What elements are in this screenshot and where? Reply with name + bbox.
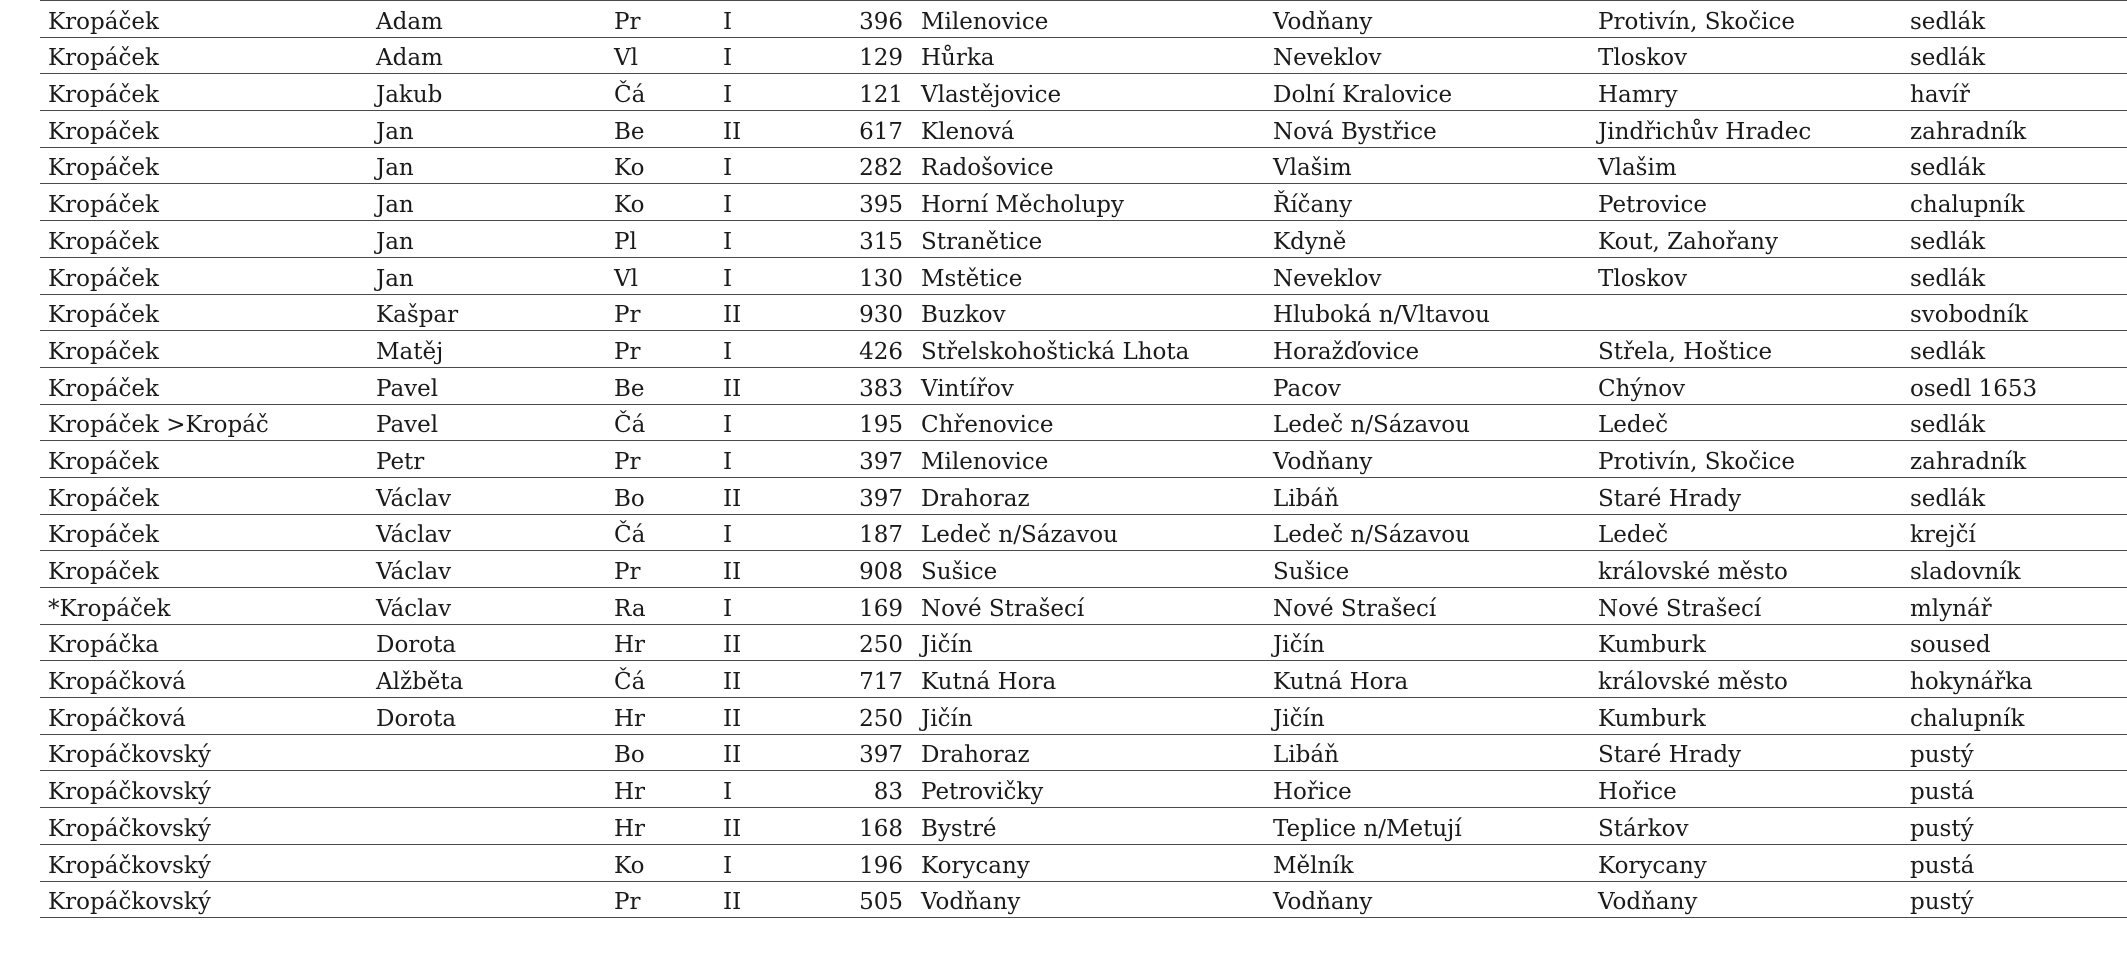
folio-cell: 397 bbox=[803, 441, 913, 478]
estate-cell: královské město bbox=[1590, 661, 1902, 698]
region-code-cell: Ko bbox=[606, 147, 713, 184]
status-cell: sedlák bbox=[1902, 221, 2127, 258]
place-cell: Radošovice bbox=[913, 147, 1265, 184]
volume-cell: II bbox=[713, 624, 803, 661]
parish-cell: Teplice n/Metují bbox=[1265, 808, 1590, 845]
table-row bbox=[40, 221, 2127, 258]
given-name-cell: Jakub bbox=[368, 74, 606, 111]
folio-cell: 426 bbox=[803, 331, 913, 368]
place-cell: Mstětice bbox=[913, 257, 1265, 294]
volume-cell: II bbox=[713, 551, 803, 588]
surname-cell: Kropáčkovský bbox=[40, 808, 368, 845]
region-code-cell: Hr bbox=[606, 624, 713, 661]
parish-cell: Pacov bbox=[1265, 367, 1590, 404]
folio-cell: 930 bbox=[803, 294, 913, 331]
given-name-cell: Adam bbox=[368, 1, 606, 38]
status-cell: chalupník bbox=[1902, 698, 2127, 735]
surname-cell: Kropáčkovský bbox=[40, 771, 368, 808]
surname-cell: Kropáček bbox=[40, 367, 368, 404]
volume-cell: I bbox=[713, 404, 803, 441]
region-code-cell: Bo bbox=[606, 477, 713, 514]
table-row bbox=[40, 514, 2127, 551]
table-row bbox=[40, 294, 2127, 331]
region-code-cell: Pl bbox=[606, 221, 713, 258]
volume-cell: I bbox=[713, 221, 803, 258]
place-cell: Horní Měcholupy bbox=[913, 184, 1265, 221]
estate-cell: Staré Hrady bbox=[1590, 477, 1902, 514]
region-code-cell: Ko bbox=[606, 184, 713, 221]
status-cell: sedlák bbox=[1902, 331, 2127, 368]
estate-cell: Chýnov bbox=[1590, 367, 1902, 404]
surname-cell: Kropáček bbox=[40, 551, 368, 588]
estate-cell: Hořice bbox=[1590, 771, 1902, 808]
table-row bbox=[40, 844, 2127, 881]
register-table bbox=[40, 0, 2127, 918]
table-row bbox=[40, 477, 2127, 514]
surname-cell: Kropáček bbox=[40, 441, 368, 478]
table-row bbox=[40, 111, 2127, 148]
parish-cell: Ledeč n/Sázavou bbox=[1265, 404, 1590, 441]
given-name-cell: Kašpar bbox=[368, 294, 606, 331]
surname-cell: Kropáček bbox=[40, 74, 368, 111]
status-cell: zahradník bbox=[1902, 111, 2127, 148]
folio-cell: 250 bbox=[803, 624, 913, 661]
place-cell: Buzkov bbox=[913, 294, 1265, 331]
volume-cell: II bbox=[713, 661, 803, 698]
folio-cell: 397 bbox=[803, 734, 913, 771]
surname-cell: Kropáček bbox=[40, 1, 368, 38]
place-cell: Ledeč n/Sázavou bbox=[913, 514, 1265, 551]
region-code-cell: Hr bbox=[606, 771, 713, 808]
surname-cell: Kropáček bbox=[40, 37, 368, 74]
given-name-cell: Jan bbox=[368, 221, 606, 258]
table-row bbox=[40, 771, 2127, 808]
given-name-cell: Alžběta bbox=[368, 661, 606, 698]
status-cell: pustý bbox=[1902, 808, 2127, 845]
given-name-cell: Václav bbox=[368, 551, 606, 588]
table-row bbox=[40, 257, 2127, 294]
place-cell: Hůrka bbox=[913, 37, 1265, 74]
folio-cell: 196 bbox=[803, 844, 913, 881]
folio-cell: 195 bbox=[803, 404, 913, 441]
region-code-cell: Pr bbox=[606, 441, 713, 478]
volume-cell: II bbox=[713, 881, 803, 918]
parish-cell: Nové Strašecí bbox=[1265, 588, 1590, 625]
volume-cell: II bbox=[713, 808, 803, 845]
place-cell: Sušice bbox=[913, 551, 1265, 588]
folio-cell: 315 bbox=[803, 221, 913, 258]
table-row bbox=[40, 147, 2127, 184]
estate-cell: Nové Strašecí bbox=[1590, 588, 1902, 625]
parish-cell: Vodňany bbox=[1265, 1, 1590, 38]
folio-cell: 83 bbox=[803, 771, 913, 808]
region-code-cell: Čá bbox=[606, 74, 713, 111]
status-cell: zahradník bbox=[1902, 441, 2127, 478]
surname-cell: Kropáčkovský bbox=[40, 881, 368, 918]
estate-cell: Kumburk bbox=[1590, 698, 1902, 735]
given-name-cell: Jan bbox=[368, 111, 606, 148]
surname-cell: Kropáček >Kropáč bbox=[40, 404, 368, 441]
volume-cell: II bbox=[713, 734, 803, 771]
given-name-cell: Václav bbox=[368, 477, 606, 514]
surname-cell: Kropáček bbox=[40, 294, 368, 331]
folio-cell: 282 bbox=[803, 147, 913, 184]
place-cell: Petrovičky bbox=[913, 771, 1265, 808]
status-cell: sedlák bbox=[1902, 37, 2127, 74]
status-cell: krejčí bbox=[1902, 514, 2127, 551]
volume-cell: I bbox=[713, 331, 803, 368]
parish-cell: Hluboká n/Vltavou bbox=[1265, 294, 1590, 331]
estate-cell: Petrovice bbox=[1590, 184, 1902, 221]
table-row bbox=[40, 331, 2127, 368]
parish-cell: Libáň bbox=[1265, 734, 1590, 771]
parish-cell: Neveklov bbox=[1265, 257, 1590, 294]
volume-cell: I bbox=[713, 74, 803, 111]
table-row bbox=[40, 698, 2127, 735]
parish-cell: Vodňany bbox=[1265, 881, 1590, 918]
region-code-cell: Pr bbox=[606, 881, 713, 918]
parish-cell: Dolní Kralovice bbox=[1265, 74, 1590, 111]
parish-cell: Říčany bbox=[1265, 184, 1590, 221]
folio-cell: 130 bbox=[803, 257, 913, 294]
estate-cell: Střela, Hoštice bbox=[1590, 331, 1902, 368]
folio-cell: 383 bbox=[803, 367, 913, 404]
place-cell: Klenová bbox=[913, 111, 1265, 148]
register-rows bbox=[40, 1, 2127, 918]
table-row bbox=[40, 734, 2127, 771]
surname-cell: Kropáček bbox=[40, 147, 368, 184]
folio-cell: 169 bbox=[803, 588, 913, 625]
status-cell: sladovník bbox=[1902, 551, 2127, 588]
parish-cell: Neveklov bbox=[1265, 37, 1590, 74]
region-code-cell: Čá bbox=[606, 514, 713, 551]
folio-cell: 250 bbox=[803, 698, 913, 735]
surname-cell: Kropáčka bbox=[40, 624, 368, 661]
volume-cell: I bbox=[713, 844, 803, 881]
place-cell: Střelskohoštická Lhota bbox=[913, 331, 1265, 368]
folio-cell: 396 bbox=[803, 1, 913, 38]
estate-cell: královské město bbox=[1590, 551, 1902, 588]
folio-cell: 397 bbox=[803, 477, 913, 514]
region-code-cell: Hr bbox=[606, 698, 713, 735]
given-name-cell: Adam bbox=[368, 37, 606, 74]
region-code-cell: Pr bbox=[606, 294, 713, 331]
surname-cell: Kropáček bbox=[40, 477, 368, 514]
table-row bbox=[40, 808, 2127, 845]
parish-cell: Libáň bbox=[1265, 477, 1590, 514]
status-cell: pustý bbox=[1902, 881, 2127, 918]
place-cell: Nové Strašecí bbox=[913, 588, 1265, 625]
volume-cell: I bbox=[713, 37, 803, 74]
region-code-cell: Hr bbox=[606, 808, 713, 845]
region-code-cell: Pr bbox=[606, 551, 713, 588]
status-cell: svobodník bbox=[1902, 294, 2127, 331]
estate-cell: Jindřichův Hradec bbox=[1590, 111, 1902, 148]
parish-cell: Horažďovice bbox=[1265, 331, 1590, 368]
status-cell: soused bbox=[1902, 624, 2127, 661]
folio-cell: 908 bbox=[803, 551, 913, 588]
region-code-cell: Ra bbox=[606, 588, 713, 625]
estate-cell: Tloskov bbox=[1590, 37, 1902, 74]
place-cell: Vodňany bbox=[913, 881, 1265, 918]
estate-cell: Protivín, Skočice bbox=[1590, 441, 1902, 478]
place-cell: Korycany bbox=[913, 844, 1265, 881]
status-cell: mlynář bbox=[1902, 588, 2127, 625]
table-row bbox=[40, 881, 2127, 918]
table-row bbox=[40, 624, 2127, 661]
given-name-cell: Jan bbox=[368, 184, 606, 221]
surname-cell: Kropáčková bbox=[40, 661, 368, 698]
folio-cell: 717 bbox=[803, 661, 913, 698]
estate-cell: Stárkov bbox=[1590, 808, 1902, 845]
region-code-cell: Bo bbox=[606, 734, 713, 771]
given-name-cell: Dorota bbox=[368, 698, 606, 735]
table-row bbox=[40, 588, 2127, 625]
table-row bbox=[40, 441, 2127, 478]
estate-cell: Staré Hrady bbox=[1590, 734, 1902, 771]
region-code-cell: Be bbox=[606, 367, 713, 404]
parish-cell: Vlašim bbox=[1265, 147, 1590, 184]
surname-cell: Kropáček bbox=[40, 257, 368, 294]
place-cell: Vintířov bbox=[913, 367, 1265, 404]
estate-cell: Hamry bbox=[1590, 74, 1902, 111]
estate-cell bbox=[1590, 294, 1902, 331]
folio-cell: 187 bbox=[803, 514, 913, 551]
estate-cell: Kout, Zahořany bbox=[1590, 221, 1902, 258]
parish-cell: Vodňany bbox=[1265, 441, 1590, 478]
given-name-cell bbox=[368, 771, 606, 808]
status-cell: sedlák bbox=[1902, 147, 2127, 184]
region-code-cell: Ko bbox=[606, 844, 713, 881]
volume-cell: I bbox=[713, 514, 803, 551]
table-row bbox=[40, 74, 2127, 111]
given-name-cell: Václav bbox=[368, 514, 606, 551]
estate-cell: Ledeč bbox=[1590, 514, 1902, 551]
given-name-cell bbox=[368, 881, 606, 918]
status-cell: osedl 1653 bbox=[1902, 367, 2127, 404]
status-cell: sedlák bbox=[1902, 477, 2127, 514]
region-code-cell: Čá bbox=[606, 661, 713, 698]
surname-cell: Kropáček bbox=[40, 184, 368, 221]
given-name-cell: Petr bbox=[368, 441, 606, 478]
parish-cell: Sušice bbox=[1265, 551, 1590, 588]
status-cell: havíř bbox=[1902, 74, 2127, 111]
given-name-cell: Matěj bbox=[368, 331, 606, 368]
region-code-cell: Pr bbox=[606, 1, 713, 38]
place-cell: Bystré bbox=[913, 808, 1265, 845]
place-cell: Kutná Hora bbox=[913, 661, 1265, 698]
status-cell: pustá bbox=[1902, 844, 2127, 881]
estate-cell: Korycany bbox=[1590, 844, 1902, 881]
table-row bbox=[40, 1, 2127, 38]
estate-cell: Vlašim bbox=[1590, 147, 1902, 184]
estate-cell: Tloskov bbox=[1590, 257, 1902, 294]
surname-cell: Kropáček bbox=[40, 221, 368, 258]
region-code-cell: Čá bbox=[606, 404, 713, 441]
volume-cell: I bbox=[713, 441, 803, 478]
place-cell: Milenovice bbox=[913, 441, 1265, 478]
status-cell: sedlák bbox=[1902, 1, 2127, 38]
estate-cell: Protivín, Skočice bbox=[1590, 1, 1902, 38]
volume-cell: II bbox=[713, 111, 803, 148]
parish-cell: Jičín bbox=[1265, 698, 1590, 735]
given-name-cell bbox=[368, 844, 606, 881]
place-cell: Milenovice bbox=[913, 1, 1265, 38]
parish-cell: Hořice bbox=[1265, 771, 1590, 808]
given-name-cell bbox=[368, 808, 606, 845]
volume-cell: I bbox=[713, 257, 803, 294]
place-cell: Jičín bbox=[913, 624, 1265, 661]
parish-cell: Ledeč n/Sázavou bbox=[1265, 514, 1590, 551]
volume-cell: I bbox=[713, 184, 803, 221]
register-page bbox=[40, 0, 2127, 918]
surname-cell: *Kropáček bbox=[40, 588, 368, 625]
surname-cell: Kropáček bbox=[40, 331, 368, 368]
parish-cell: Kutná Hora bbox=[1265, 661, 1590, 698]
volume-cell: I bbox=[713, 588, 803, 625]
surname-cell: Kropáček bbox=[40, 111, 368, 148]
given-name-cell: Pavel bbox=[368, 367, 606, 404]
volume-cell: I bbox=[713, 771, 803, 808]
status-cell: pustá bbox=[1902, 771, 2127, 808]
place-cell: Stranětice bbox=[913, 221, 1265, 258]
volume-cell: I bbox=[713, 147, 803, 184]
region-code-cell: Pr bbox=[606, 331, 713, 368]
table-row bbox=[40, 367, 2127, 404]
folio-cell: 168 bbox=[803, 808, 913, 845]
parish-cell: Nová Bystřice bbox=[1265, 111, 1590, 148]
table-row bbox=[40, 661, 2127, 698]
parish-cell: Jičín bbox=[1265, 624, 1590, 661]
folio-cell: 129 bbox=[803, 37, 913, 74]
status-cell: chalupník bbox=[1902, 184, 2127, 221]
given-name-cell: Jan bbox=[368, 257, 606, 294]
estate-cell: Vodňany bbox=[1590, 881, 1902, 918]
surname-cell: Kropáčkovský bbox=[40, 844, 368, 881]
folio-cell: 505 bbox=[803, 881, 913, 918]
table-row bbox=[40, 404, 2127, 441]
status-cell: sedlák bbox=[1902, 257, 2127, 294]
status-cell: hokynářka bbox=[1902, 661, 2127, 698]
estate-cell: Kumburk bbox=[1590, 624, 1902, 661]
place-cell: Drahoraz bbox=[913, 477, 1265, 514]
place-cell: Jičín bbox=[913, 698, 1265, 735]
status-cell: sedlák bbox=[1902, 404, 2127, 441]
folio-cell: 617 bbox=[803, 111, 913, 148]
status-cell: pustý bbox=[1902, 734, 2127, 771]
volume-cell: II bbox=[713, 477, 803, 514]
given-name-cell bbox=[368, 734, 606, 771]
volume-cell: I bbox=[713, 1, 803, 38]
place-cell: Vlastějovice bbox=[913, 74, 1265, 111]
volume-cell: II bbox=[713, 294, 803, 331]
table-row bbox=[40, 37, 2127, 74]
region-code-cell: Be bbox=[606, 111, 713, 148]
volume-cell: II bbox=[713, 367, 803, 404]
surname-cell: Kropáčková bbox=[40, 698, 368, 735]
surname-cell: Kropáček bbox=[40, 514, 368, 551]
estate-cell: Ledeč bbox=[1590, 404, 1902, 441]
place-cell: Chřenovice bbox=[913, 404, 1265, 441]
place-cell: Drahoraz bbox=[913, 734, 1265, 771]
folio-cell: 395 bbox=[803, 184, 913, 221]
given-name-cell: Dorota bbox=[368, 624, 606, 661]
region-code-cell: Vl bbox=[606, 37, 713, 74]
folio-cell: 121 bbox=[803, 74, 913, 111]
table-row bbox=[40, 184, 2127, 221]
given-name-cell: Pavel bbox=[368, 404, 606, 441]
region-code-cell: Vl bbox=[606, 257, 713, 294]
given-name-cell: Václav bbox=[368, 588, 606, 625]
table-row bbox=[40, 551, 2127, 588]
given-name-cell: Jan bbox=[368, 147, 606, 184]
parish-cell: Mělník bbox=[1265, 844, 1590, 881]
volume-cell: II bbox=[713, 698, 803, 735]
surname-cell: Kropáčkovský bbox=[40, 734, 368, 771]
parish-cell: Kdyně bbox=[1265, 221, 1590, 258]
